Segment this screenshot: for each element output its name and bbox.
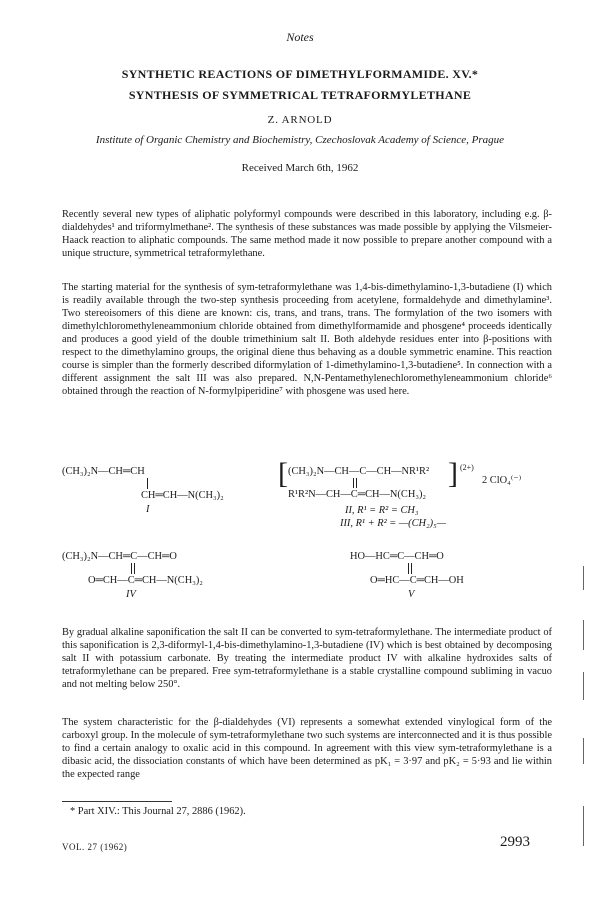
structure-III-label: III, R¹ + R² = —(CH₂)₅— <box>340 518 446 529</box>
structure-V-top: HO—HC═C—CH═O <box>350 551 444 562</box>
received-date: Received March 6th, 1962 <box>241 162 359 174</box>
structure-II-bottom: R¹R²N—CH—C═CH—N(CH₃)₂ <box>288 489 427 500</box>
paragraph-1: Recently several new types of aliphatic polyformyl compounds were described in this laboratory, including e.g. β-dialdehydes¹ and triformylmethane². The synthesis of these substances was made possible by applying the Vilsmeier-Haack reaction to aliphatic compounds. The same method made it now possible to prepare another compound with a unique structure, symmetrical tetraformylethane. <box>62 209 552 259</box>
author: Z. ARNOLD <box>267 114 333 126</box>
structure-IV-label: IV <box>126 589 136 600</box>
running-header: Notes <box>286 30 314 44</box>
footnote-rule <box>62 801 172 802</box>
structure-II-top: (CH₃)₂N—CH—C—CH—NR¹R² <box>288 466 430 477</box>
structure-IV-bottom: O═CH—C═CH—N(CH₃)₂ <box>88 575 203 586</box>
scan-edge-mark <box>583 672 584 700</box>
scan-edge-mark <box>583 738 584 764</box>
paragraph-2: The starting material for the synthesis of sym-tetraformylethane was 1,4-bis-dimethylamino-1,3-butadiene (I) which is readily available through the two-step synthesis proceeding from acetylene, formaldehyde and dimethylamine³. Two stereoisomers of this diene are known: cis, trans, and trans, trans. The formylation of the two isomers with dimethylchloromethyleneammonium chloride obtained from dimethylformamide and phosgene⁴ proceeds identically and produces a good yield of the double trimethinium salt II. Both aldehyde residues enter into β-positions with respect to the dimethylamino groups, the original diene thus behaving as a double symmetric enamine. This reaction course is simpler than the formerly described diformylation of 1-dimethylamino-1,3-butadiene⁵. In connection with a different assignment the salt III was also prepared. N,N-Pentamethylenechloromethyleneammonium chloride⁶ obtained through the reaction of N-formylpiperidine⁷ with phosgene was used here. <box>62 282 552 397</box>
scan-edge-mark <box>583 620 584 650</box>
structure-II-charge: (2+) <box>460 463 474 472</box>
structure-II-label: II, R¹ = R² = CH₃ <box>345 505 419 516</box>
structure-I-top: (CH₃)₂N—CH═CH <box>62 466 145 477</box>
article-title <box>60 64 540 106</box>
structure-IV-top: (CH₃)₂N—CH═C—CH═O <box>62 551 177 562</box>
structure-II-right-bracket: ] <box>448 457 458 490</box>
structure-I-bottom: CH═CH—N(CH₃)₂ <box>141 490 224 501</box>
structure-II-bond <box>353 478 357 488</box>
scan-edge-mark <box>583 566 584 590</box>
structure-V-label: V <box>408 589 415 600</box>
structure-V-bond <box>408 563 412 574</box>
structure-I-label: I <box>146 504 150 515</box>
paragraph-3: By gradual alkaline saponification the salt II can be converted to sym-tetraformylethane. The intermediate product of this saponification is 2,3-diformyl-1,4-bis-dimethylamino-1,3-butadiene (IV) which is best obtained by decomposing salt II with potassium carbonate. By treating the intermediate product IV with alkaline hydroxides salts of tetraformylethane can be prepared. Free sym-tetraformylethane is a stable crystalline compound subliming in vacuo and not melting below 250°. <box>62 627 552 690</box>
title-line-2: SYNTHESIS OF SYMMETRICAL TETRAFORMYLETHANE <box>128 88 472 102</box>
institute: Institute of Organic Chemistry and Biochemistry, Czechoslovak Academy of Science, Prague <box>95 134 505 146</box>
structure-II-left-bracket: [ <box>278 457 288 490</box>
structure-II-counterion: 2 ClO₄⁽⁻⁾ <box>482 475 522 486</box>
structure-V-bottom: O═HC—C═CH—OH <box>370 575 464 586</box>
structure-I-bond <box>147 478 148 489</box>
scan-edge-mark <box>583 806 584 846</box>
volume-info: VOL. 27 (1962) <box>62 842 128 852</box>
paragraph-4: The system characteristic for the β-dialdehydes (VI) represents a somewhat extended vinylogical form of the carboxyl group. In the molecule of sym-tetraformylethane two such systems are interconnected and it is thus possible to find a certain analogy to oxalic acid in this compound. In agreement with this view sym-tetraformylethane is a dibasic acid, the dissociation constants of which have been determined as pK₁ = 3·97 and pK₂ = 5·93 and lie within the expected range <box>62 717 552 780</box>
title-line-1: SYNTHETIC REACTIONS OF DIMETHYLFORMAMIDE. XV.* <box>121 67 479 81</box>
page-number: 2993 <box>500 834 530 850</box>
structure-IV-bond <box>131 563 135 574</box>
footnote: * Part XIV.: This Journal 27, 2886 (1962). <box>70 806 246 817</box>
